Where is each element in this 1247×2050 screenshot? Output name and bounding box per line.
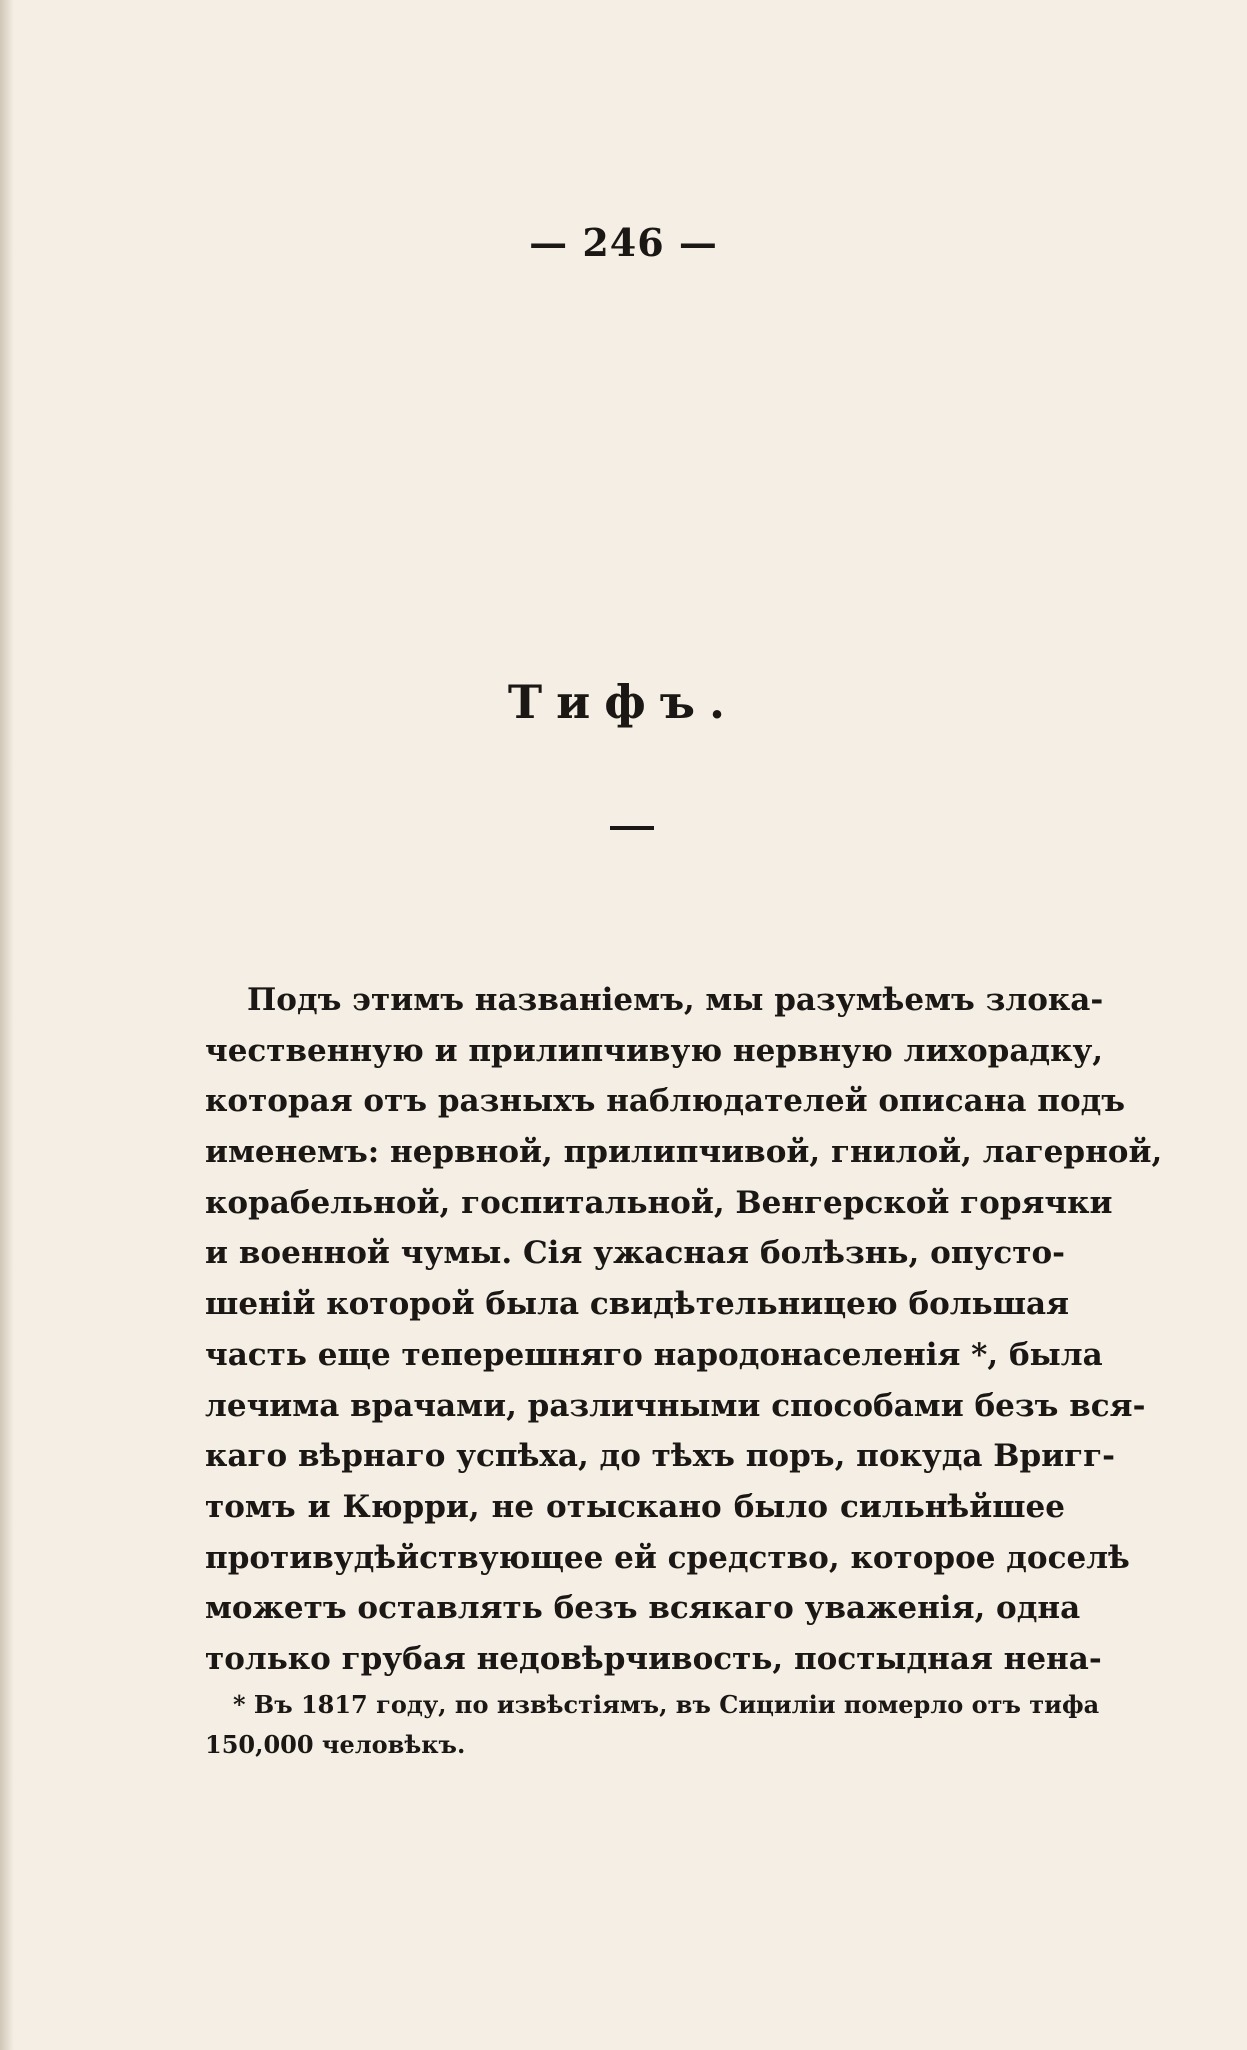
body-line: противудѣйствующее ей средство, которое доселѣ bbox=[205, 1539, 1130, 1576]
body-line: можетъ оставлять безъ всякаго уваженія, одна bbox=[205, 1590, 1081, 1627]
body-line: часть еще теперешняго народонаселенія *, была bbox=[205, 1336, 1103, 1373]
body-line: Подъ этимъ названіемъ, мы разумѣемъ злока- bbox=[247, 982, 1104, 1018]
footnote-line: * Въ 1817 году, по извѣстіямъ, въ Сициліи померло отъ тифа bbox=[233, 1690, 1100, 1719]
footnote-line: 150,000 человѣкъ. bbox=[205, 1730, 466, 1759]
body-line: именемъ: нервной, прилипчивой, гнилой, лагерной, bbox=[205, 1134, 1163, 1171]
body-line: только грубая недовѣрчивость, постыдная нена- bbox=[205, 1640, 1102, 1677]
page-edge-shadow bbox=[0, 0, 14, 2050]
body-line: которая отъ разныхъ наблюдателей описана подъ bbox=[205, 1083, 1126, 1120]
body-line: томъ и Кюрри, не отыскано было сильнѣйшее bbox=[205, 1488, 1065, 1525]
body-text bbox=[205, 975, 1163, 1685]
page-number: — 246 — bbox=[529, 220, 718, 265]
body-line: каго вѣрнаго успѣха, до тѣхъ поръ, покуда Вригг- bbox=[205, 1438, 1116, 1475]
body-line: лечима врачами, различными способами безъ вся- bbox=[205, 1387, 1146, 1424]
title-rule bbox=[610, 826, 654, 830]
body-line: чественную и прилипчивую нервную лихорадку, bbox=[205, 1032, 1104, 1069]
body-line: корабельной, госпитальной, Венгерской горячки bbox=[205, 1184, 1113, 1221]
body-line: и военной чумы. Сія ужасная болѣзнь, опусто- bbox=[205, 1235, 1065, 1272]
body-line: шеній которой была свидѣтельницею большая bbox=[205, 1286, 1070, 1323]
footnote bbox=[205, 1685, 1100, 1765]
chapter-title: Тифъ. bbox=[507, 675, 740, 729]
